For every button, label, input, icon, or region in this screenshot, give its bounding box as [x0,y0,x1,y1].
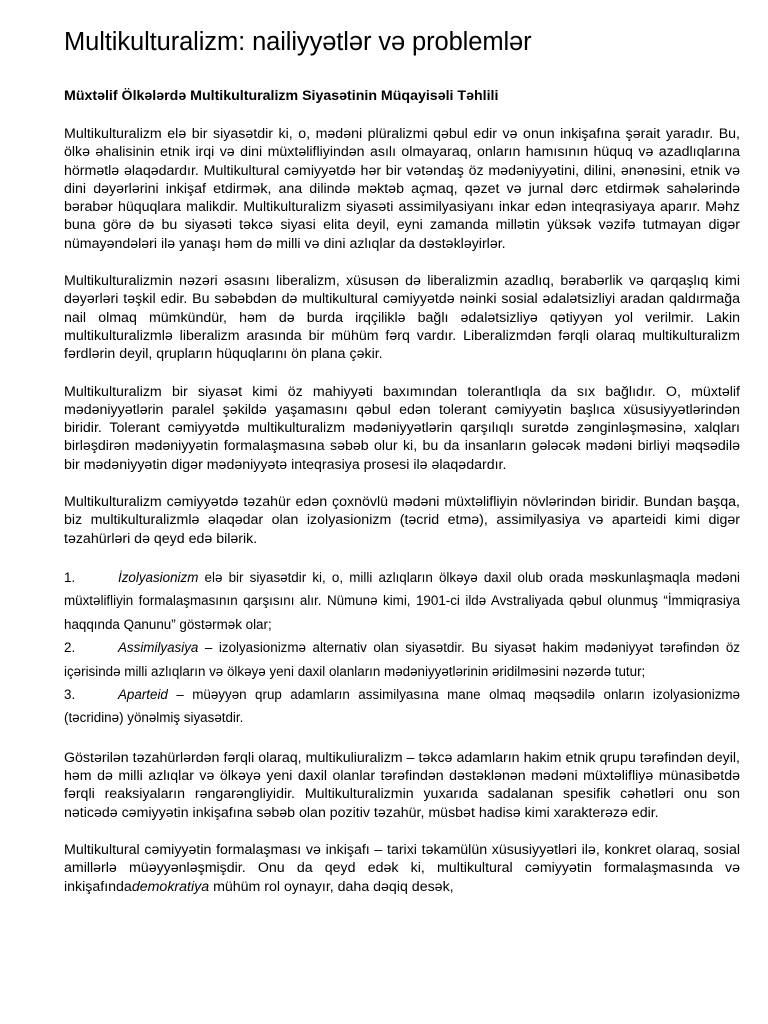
document-subtitle: Müxtəlif Ölkələrdə Multikulturalizm Siyasətinin Müqayisəli Təhlili [64,88,499,104]
paragraph-3 [64,383,740,474]
list-item-number: 3. [64,686,76,702]
list-item-number: 1. [64,569,76,585]
paragraph-4 [64,493,740,548]
list-item-term: Aparteid [118,686,168,702]
paragraph-5-text: Göstərilən təzahürlərdən fərqli olaraq, multikuliuralizm – təkcə adamların hakim etnik qrupu tərəfindən deyil, həm də milli azlıqlar və ölkəyə yeni daxil olanlar tərəfindən dəstəklənən mədəni müxtəlifliyə münasibətdə fərqli reaksiyaların rəngarəngliyidir. Multikulturalizmin yuxarıda sadalanan spesifik cəhətləri onu son nəticədə cəmiyyətin inkişafına səbəb olan pozitiv təzahür, müsbət hadisə kimi xarakterəzə edir. [64,749,740,821]
document-title: Multikulturalizm: nailiyyətlər və problemlər [64,28,532,56]
paragraph-6-text-b: mühüm rol oynayır, daha dəqiq desək, [213,878,454,895]
paragraph-3-text: Multikulturalizm bir siyasət kimi öz mahiyyəti baxımından tolerantlıqla da sıx bağlıdır. O, müxtəlif mədəniyyətlərin paralel şəkildə yaşamasını qəbul edən tolerant cəmiyyətin başlıca xüsusiyyətlərindən biridir. Tolerant cəmiyyətdə multikulturalizm mədəniyyətlərin qarşılıqlı surətdə zənginləşməsinə, xalqları birləşdirən mədəniyyətin formalaşmasına səbəb olur ki, bu da insanların gələcək mədəni birliyi məqsədilə bir mədəniyyətin digər mədəniyyətə inteqrasiya prosesi ilə əlaqədardır. [64,383,740,473]
list-item-text: – izolyasionizmə alternativ olan siyasətdir. Bu siyasət hakim mədəniyyət tərəfindən öz içərisində milli azlıqların və ölkəyə yeni daxil olanların mədəniyyətlərinin əridilməsini nəzərdə tutur; [64,640,740,679]
list-item-text: – müəyyən qrup adamların assimilyasına mane olmaq məqsədilə onların izolyasionizmə (təcridinə) yönəlmiş siyasətdir. [64,686,740,726]
paragraph-4-text: Multikulturalizm cəmiyyətdə təzahür edən çoxnövlü mədəni müxtəlifliyin növlərindən biridir. Bundan başqa, biz multikulturalizmlə əlaqədar olan izolyasionizm (təcrid etmə), assimilyasiya və aparteidi kimi digər təzahürləri də qeyd edə bilərik. [64,494,740,547]
list-item [64,636,740,683]
paragraph-6 [64,841,740,896]
paragraph-5 [64,749,740,822]
list-item-term: İzolyasionizm [118,569,199,585]
document-page [64,0,740,896]
list-item-number: 2. [64,640,76,656]
list-item-text: elə bir siyasətdir ki, o, milli azlıqların ölkəyə daxil olub orada məskunlaşmaqla mədəni müxtəlifliyin formalaşmasının qarşısını alır. Nümunə kimi, 1901-ci ildə Avstraliyada qəbul olunmuş “İmmiqrasiya haqqında Qanunu” göstərmək olar; [64,569,740,632]
paragraph-1-text: Multikulturalizm elə bir siyasətdir ki, o, mədəni plüralizmi qəbul edir və onun inkişafına şərait yaradır. Bu, ölkə əhalisinin etnik irqi və dini müxtəlifliyindən asılı olmayaraq, onların hamısının hüquq və azadlıqlarına hörmətlə əlaqədardır. Multikultural cəmiyyətdə hər bir vətəndaş öz mədəniyyətini, dilini, ənənəsini, etnik və dini dəyərlərini inkişaf etdirmək, ana dilində məktəb açmaq, qəzet və jurnal dərc etdirmək sahələrində bərabər hüquqlara malikdir. Multikulturalizm siyasəti assimilyasiyanı inkar edən inteqrasiyaya aparır. Məhz buna görə də bu siyasəti təkcə siyasi elita deyil, eyni zamanda millətin yüksək vəzifə tutmayan digər nümayəndələri ilə yanaşı həm də milli və dini azlıqlar da dəstəkləyirlər. [64,126,740,252]
paragraph-2 [64,272,740,363]
paragraph-1 [64,125,740,253]
paragraph-6-emphasis: demokratiya [131,878,210,895]
definition-list [64,566,740,730]
paragraph-6-text-a: Multikultural cəmiyyətin formalaşması və inkişafı – tarixi təkamülün xüsusiyyətləri ilə, konkret olaraq, sosial amillərlə müəyyənləşmişdir. Onu da qeyd edək ki, multikultural cəmiyyətin formalaşmasında və inkişafında [64,841,740,895]
list-item [64,566,740,636]
paragraph-2-text: Multikulturalizmin nəzəri əsasını liberalizm, xüsusən də liberalizmin azadlıq, bərabərlik və qarqaşlıq kimi dəyərləri təşkil edir. Bu səbəbdən də multikultural cəmiyyətdə nəinki sosial ədalətsizliyi aradan qaldırmağa nail olmaq mümkündür, həm də burda irqçiliklə bağlı ədalətsizliyə qətiyyən yol verilmir. Lakin multikulturalizmlə liberalizm arasında bir mühüm fərq vardır. Liberalizmdən fərqli olaraq multikulturalizm fərdlərin deyil, qrupların hüquqlarını ön plana çəkir. [64,273,740,363]
list-item [64,683,740,730]
list-item-term: Assimilyasiya [118,640,199,656]
